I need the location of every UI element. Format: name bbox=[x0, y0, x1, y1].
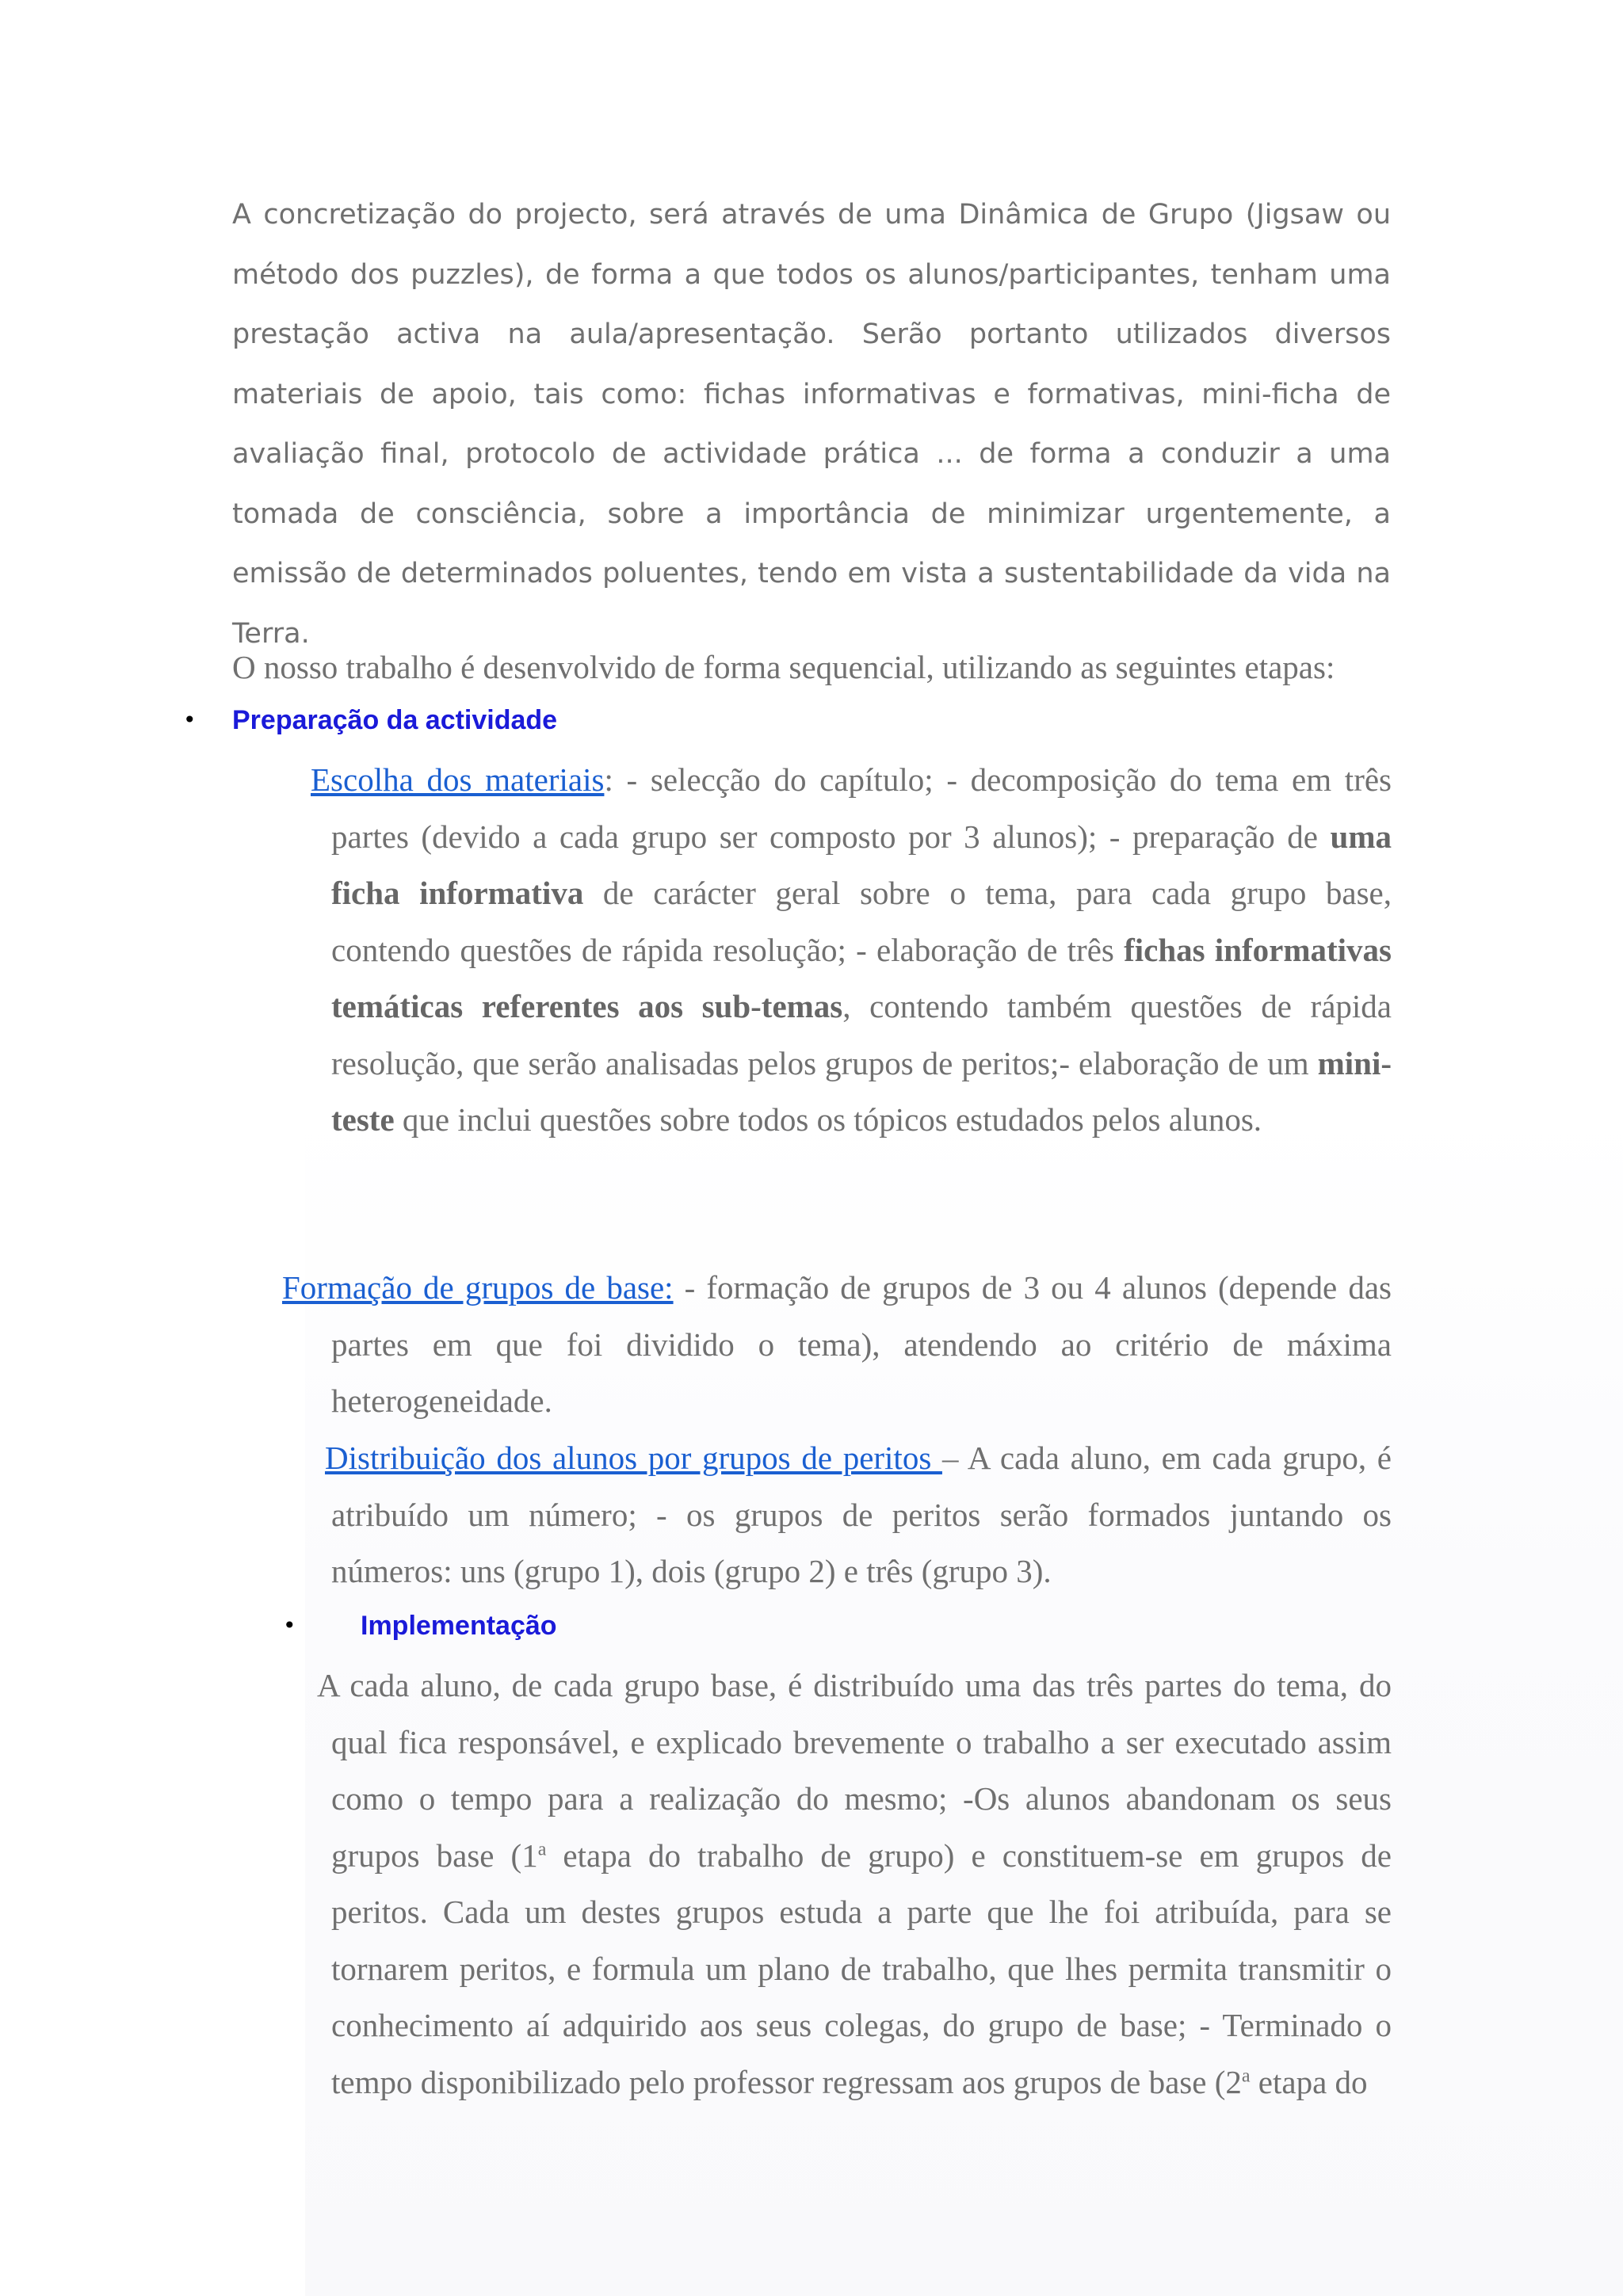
escolha-text-3: , contendo também questões de rápida resolução, que serão analisadas pelos grupos de peritos;- elaboração de um bbox=[331, 988, 1392, 1081]
bullet-icon: • bbox=[183, 707, 197, 733]
formacao-link[interactable]: Formação de grupos de base: bbox=[282, 1269, 674, 1306]
implementacao-text-1: A cada aluno, de cada grupo base, é distribuído uma das três partes do tema, do qual fica responsável, e explicado brevemente o trabalho a ser executado assim como o tempo para a realização do mesmo; -Os alunos abandonam os seus grupos base (1 bbox=[317, 1667, 1392, 1874]
intro-paragraph: A concretização do projecto, será através de uma Dinâmica de Grupo (Jigsaw ou método dos puzzles), de forma a que todos os alunos/participantes, tenham uma prestação activa na aula/apresentação. Serão portanto utilizados diversos materiais de apoio, tais como: fichas informativas e formativas, mini-ficha de avaliação final, protocolo de actividade prática ... de forma a conduzir a uma tomada de consciência, sobre a importância de minimizar urgentemente, a emissão de determinados poluentes, tendo em vista a sustentabilidade da vida na Terra. bbox=[232, 199, 1391, 650]
escolha-text-2: de carácter geral sobre o tema, para cada grupo base, contendo questões de rápida resolução; - elaboração de três bbox=[331, 875, 1392, 968]
escolha-link[interactable]: Escolha dos materiais bbox=[311, 761, 605, 798]
formacao-text: - formação de grupos de 3 ou 4 alunos (depende das partes em que foi dividido o tema), atendendo ao critério de máxima heterogeneidade. bbox=[331, 1269, 1392, 1419]
escolha-paragraph bbox=[311, 752, 1392, 1149]
formacao-paragraph bbox=[282, 1260, 1392, 1430]
sequence-intro: O nosso trabalho é desenvolvido de forma sequencial, utilizando as seguintes etapas: bbox=[232, 649, 1335, 685]
escolha-text-1: : - selecção do capítulo; - decomposição do tema em três partes (devido a cada grupo ser composto por 3 alunos); - preparação de bbox=[331, 761, 1392, 855]
escolha-text-4: que inclui questões sobre todos os tópicos estudados pelos alunos. bbox=[394, 1101, 1262, 1138]
distribuicao-paragraph bbox=[325, 1430, 1392, 1600]
distribuicao-link[interactable]: Distribuição dos alunos por grupos de peritos bbox=[325, 1440, 942, 1476]
bullet-icon: • bbox=[283, 1612, 296, 1638]
escolha-bold-2: fichas informativas temáticas referentes aos sub-temas bbox=[331, 931, 1392, 1024]
escolha-bold-1: uma ficha informativa bbox=[331, 818, 1392, 911]
implementacao-text-3: etapa do bbox=[1250, 2063, 1368, 2100]
escolha-bold-3: mini-teste bbox=[331, 1044, 1392, 1138]
distribuicao-text: – A cada aluno, em cada grupo, é atribuído um número; - os grupos de peritos serão formados juntando os números: uns (grupo 1), dois (grupo 2) e três (grupo 3). bbox=[331, 1440, 1392, 1589]
superscript-a: a bbox=[537, 1838, 547, 1859]
implementacao-paragraph bbox=[317, 1657, 1392, 2111]
implementacao-text-2: etapa do trabalho de grupo) e constituem-se em grupos de peritos. Cada um destes grupos estuda a parte que lhe foi atribuída, para se tornarem peritos, e formula um plano de trabalho, que lhes permita transmitir o conhecimento aí adquirido aos seus colegas, do grupo de base; - Terminado o tempo disponibilizado pelo professor regressam aos grupos de base (2 bbox=[331, 1836, 1392, 2100]
heading-implementacao: Implementação bbox=[361, 1611, 557, 1641]
superscript-a: a bbox=[1241, 2065, 1251, 2086]
heading-preparacao: Preparação da actividade bbox=[232, 705, 558, 735]
